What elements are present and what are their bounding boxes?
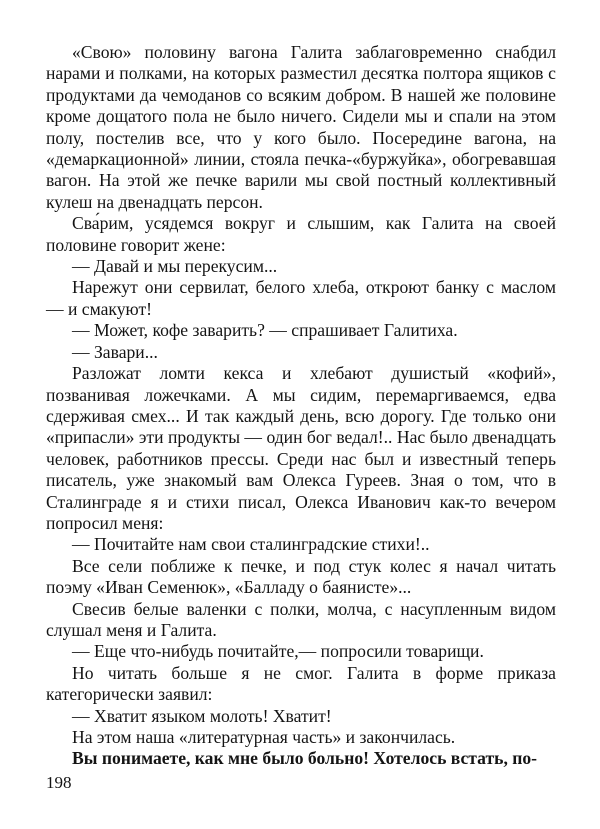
paragraph-8: На этом наша «литературная часть» и закончилась.: [72, 727, 456, 747]
dialogue-line-1: — Давай и мы перекусим...: [72, 256, 278, 277]
paragraph-7: Но читать больше я не смог. Галита в форме приказа категорически заявил:: [46, 662, 556, 705]
paragraph-5: Все сели поближе к печке, и под стук колес я начал читать поэму «Иван Семенюк», «Балладу о баянисте»...: [46, 555, 556, 598]
page-number: 198: [46, 773, 72, 792]
paragraph-4: Разложат ломти кекса и хлебают душистый «кофий», позванивая ложечками. А мы сидим, перемаргиваемся, едва сдерживая смех... И так каждый день, всю дорогу. Где только они «припасли» эти продукты — один бог ведал!.. Нас было двенадцать человек, работников прессы. Среди нас был и известный теперь писатель, уже знакомый вам Олекса Гуреев. Зная о том, что в Сталинграде я и стихи писал, Олекса Иванович как-то вечером попросил меня:: [46, 363, 556, 533]
paragraph-2: Сва́рим, усядемся вокруг и слышим, как Галита на своей половине говорит жене:: [46, 213, 556, 255]
paragraph-6: Свесив белые валенки с полки, молча, с насупленным видом слушал меня и Галита.: [46, 598, 556, 640]
book-page: [46, 42, 556, 770]
dialogue-line-4: — Почитайте нам свои сталинградские стихи!..: [72, 534, 430, 555]
paragraph-1: «Свою» половину вагона Галита заблаговременно снабдил нарами и полками, на которых разместил десятка полтора ящиков с продуктами да чемоданов со всяким добром. В нашей же половине кроме дощатого пола не было ничего. Сидели мы и спали на этом полу, постелив все, что у кого было. Посередине вагона, на «демаркационной» линии, стояла печка-«буржуйка», обогревавшая вагон. На этой же печке варили мы свой постный коллективный кулеш на двенадцать персон.: [46, 42, 556, 212]
dialogue-line-5: — Еще что-нибудь почитайте,— попросили товарищи.: [72, 641, 484, 662]
paragraph-3: Нарежут они сервилат, белого хлеба, откроют банку с маслом — и смакуют!: [46, 277, 556, 319]
dialogue-line-3: — Завари...: [72, 341, 158, 362]
continuation-line: Вы понимаете, как мне было больно! Хотелось встать, по-: [72, 748, 538, 769]
dialogue-line-2: — Может, кофе заварить? — спрашивает Галитиха.: [72, 320, 458, 341]
dialogue-line-6: — Хватит языком молоть! Хватит!: [72, 705, 332, 726]
